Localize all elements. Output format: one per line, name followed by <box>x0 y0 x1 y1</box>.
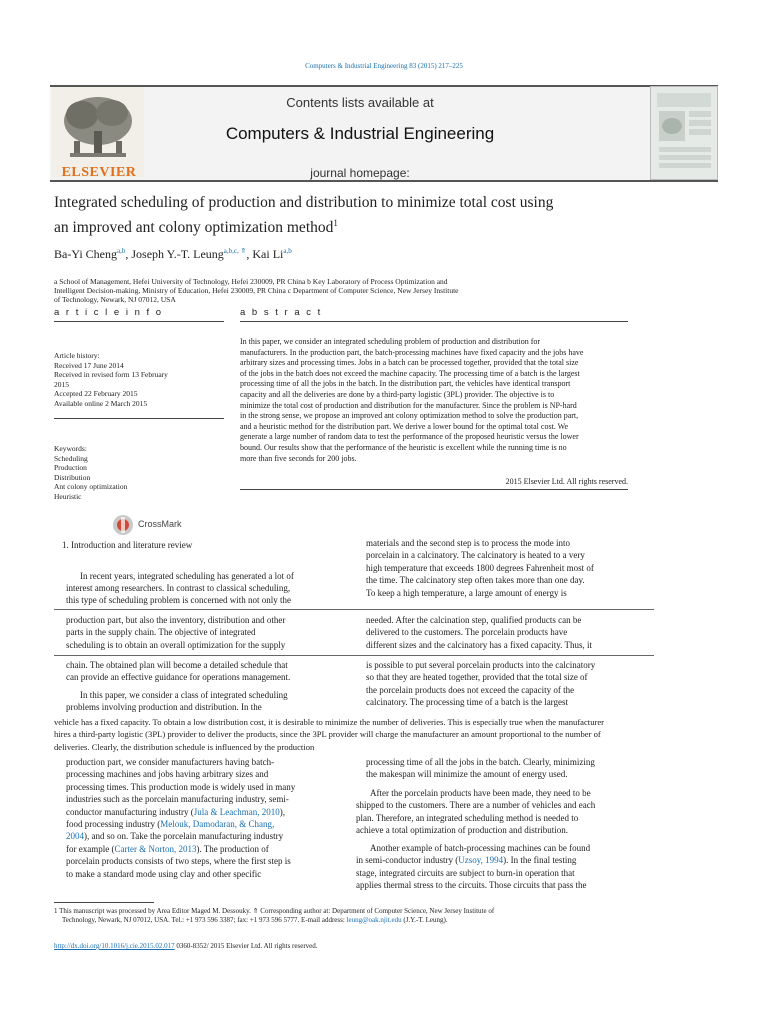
publisher-name: ELSEVIER <box>61 165 137 180</box>
article-history: Article history: Received 17 June 2014 Received in revised form 13 February 2015 Accepted 22 February 2015 Available online 2 March 2015 <box>54 351 168 408</box>
author-name[interactable]: Joseph Y.-T. Leung <box>131 247 224 261</box>
paragraph: interest among researchers. In contrast to classical scheduling, this type of scheduling problem is concerned with not only the <box>66 583 291 606</box>
crossmark-icon <box>112 514 134 536</box>
author-list: Ba-Yi Cheng$^{a,b}$, Joseph Y.-T. Leung$^{a,b,c, ⇑}$, Kai Li$^{a,b}$ <box>54 247 292 261</box>
divider <box>54 655 654 656</box>
crossmark-badge[interactable] <box>112 514 202 536</box>
paragraph: Another example of batch-processing machines can be found in semi-conductor industry (Uzsoy, 1994). In the final testing stage, integrated circuits are subject to burn-in operation that applies thermal stress to the circuits. Those circuits that pass the <box>356 843 591 891</box>
paragraph: problems involving production and distribution. In the <box>66 702 262 712</box>
divider <box>54 418 224 419</box>
author-affiliation-mark[interactable]: a,b,c, ⇑ <box>223 247 247 255</box>
footnote: 1 This manuscript was processed by Area Editor Maged M. Dessouky. ⇑ Corresponding author at: Department of Computer Science, New Jersey Institute of Technology, Newark, NJ 07012, USA. Tel.: +1 973 596 3387; fax: +1 973 596 5777. E-mail address: leung@oak.njit.edu (J.Y.-T. Leung). <box>54 907 495 924</box>
journal-cover-image <box>650 86 718 180</box>
title-footnote-mark[interactable]: 1 <box>333 218 338 228</box>
section-heading: 1. Introduction and literature review <box>62 540 193 550</box>
divider <box>240 489 628 490</box>
divider <box>54 609 654 610</box>
paragraph: In this paper, we consider a class of integrated scheduling <box>80 690 288 700</box>
doi-line: http://dx.doi.org/10.1016/j.cie.2015.02.017 0360-8352/ 2015 Elsevier Ltd. All rights reserved. <box>54 942 318 950</box>
email-link[interactable]: leung@oak.njit.edu <box>346 916 402 924</box>
author-affiliation-mark[interactable]: a,b <box>117 247 126 255</box>
paragraph: is possible to put several porcelain products into the calcinatory so that they are heated together, provided that the total size of the porcelain products does not exceed the capacity of the calcinatory. The processing time of a batch is the largest <box>366 660 596 708</box>
contents-available-text: Contents lists available at <box>286 95 434 110</box>
paper-title-line-1: Integrated scheduling of production and distribution to minimize total cost using <box>54 194 554 211</box>
citation-link[interactable]: 2004 <box>66 831 84 842</box>
paragraph: materials and the second step is to process the mode into porcelain in a calcinatory. The calcinatory is heated to a very high temperature that exceeds 1800 degrees Fahrenheit most of the time. The calcinatory step often takes more than one day. To keep a high temperature, a large amount of energy is <box>366 538 594 598</box>
citation-link[interactable]: Melouk, Damodaran, & Chang, <box>160 819 275 830</box>
divider <box>240 321 628 322</box>
author-name[interactable]: Kai Li <box>252 247 284 261</box>
author-affiliation-mark[interactable]: a,b <box>283 247 292 255</box>
paper-title <box>54 193 654 238</box>
abstract-label: a b s t r a c t <box>240 307 323 318</box>
copyright-notice: 2015 Elsevier Ltd. All rights reserved. <box>505 477 628 486</box>
paragraph: processing time of all the jobs in the batch. Clearly, minimizing the makespan will minimize the amount of energy used. <box>366 757 595 780</box>
article-info-label: a r t i c l e i n f o <box>54 307 164 318</box>
elsevier-tree-logo <box>52 87 144 177</box>
citation-link[interactable]: Uzsoy, 1994 <box>458 855 504 866</box>
paragraph: production part, but also the inventory, distribution and other parts in the supply chain. The objective of integrated scheduling is to obtain an overall optimization for the supply <box>66 615 286 650</box>
affiliations: a School of Management, Hefei University of Technology, Hefei 230009, PR China b Key Laboratory of Process Optimization and Intelligent Decision-making, Ministry of Education, Hefei 230009, PR China c Department of Computer Science, New Jersey Institute of Technology, Newark, NJ 07012, USA <box>54 277 459 304</box>
paragraph: needed. After the calcination step, qualified products can be delivered to the customers. The porcelain products have different sizes and the calcinatory has a fixed capacity. Thus, it <box>366 615 592 650</box>
crossmark-label: CrossMark <box>138 519 182 529</box>
journal-homepage-text: journal homepage: <box>310 166 410 180</box>
abstract-text: In this paper, we consider an integrated scheduling problem of production and distribution for manufacturers. In the production part, the batch-processing machines have fixed capacity and the jobs have arbitrary sizes and processing times. Jobs in a batch can be processed together, provided that the total size of the jobs in the batch does not exceed the machine capacity. The processing time of a batch is the largest processing time of all the jobs in the batch. In the distribution part, the vehicles have identical transport capacity and all the deliveries are done by a third-party logistic (3PL) provider. The objective is to minimize the total cost of production and distribution for the manufacturer. Since the problem is NP-hard in the strong sense, we propose an improved ant colony optimization method to solve the production part, and a heuristic method for the distribution part. We derive a lower bound for the optimal total cost. We generate a large number of random data to test the performance of the proposed heuristic versus the lower bound. Our results show that the performance of the heuristic is excellent while the running time is no more than five seconds for 200 jobs. <box>240 337 584 463</box>
keywords: Keywords: Scheduling Production Distribution Ant colony optimization Heuristic <box>54 444 128 501</box>
author-name[interactable]: Ba-Yi Cheng <box>54 247 117 261</box>
citation-link[interactable]: Carter & Norton, 2013 <box>114 843 197 854</box>
divider <box>54 321 224 322</box>
paragraph: chain. The obtained plan will become a detailed schedule that can provide an effective guidance for operations management. <box>66 660 291 683</box>
footnote-divider <box>54 902 154 903</box>
paragraph: After the porcelain products have been made, they need to be shipped to the customers. There are a number of vehicles and each plan. Therefore, an integrated scheduling method is needed to achieve a total optimization of production and distribution. <box>356 788 596 836</box>
paragraph: production part, we consider manufacturers having batch- processing machines and jobs having arbitrary sizes and processing times. This production mode is widely used in many industries such as the porcelain manufacturing industry, semi- conductor manufacturing industry (Jula & Leachman, 2010), food processing industry (Melouk, Damodaran, & Chang, 2004), and so on. Take the porcelain manufacturing industry for example (Carter & Norton, 2013). The production of porcelain products consists of two steps, where the first step is to make a standard mode using clay and other specific <box>66 757 296 879</box>
doi-link[interactable]: http://dx.doi.org/10.1016/j.cie.2015.02.017 <box>54 942 175 950</box>
citation-link[interactable]: Jula & Leachman, 2010 <box>193 806 280 817</box>
paragraph: In recent years, integrated scheduling has generated a lot of <box>80 571 294 581</box>
paper-title-line-2: an improved ant colony optimization method$^1$ <box>54 218 338 237</box>
paragraph: vehicle has a fixed capacity. To obtain a low distribution cost, it is desirable to minimize the number of deliveries. This is especially true when the manufacturer hires a third-party logistic (3PL) provider to deliver the products, since the 3PL provider will charge the manufacturer an amount proportional to the number of deliveries. Clearly, the distribution schedule is influenced by the production <box>54 717 605 752</box>
journal-reference[interactable]: Computers & Industrial Engineering 83 (2015) 217–225 <box>305 62 463 70</box>
journal-title[interactable]: Computers & Industrial Engineering <box>225 124 495 143</box>
